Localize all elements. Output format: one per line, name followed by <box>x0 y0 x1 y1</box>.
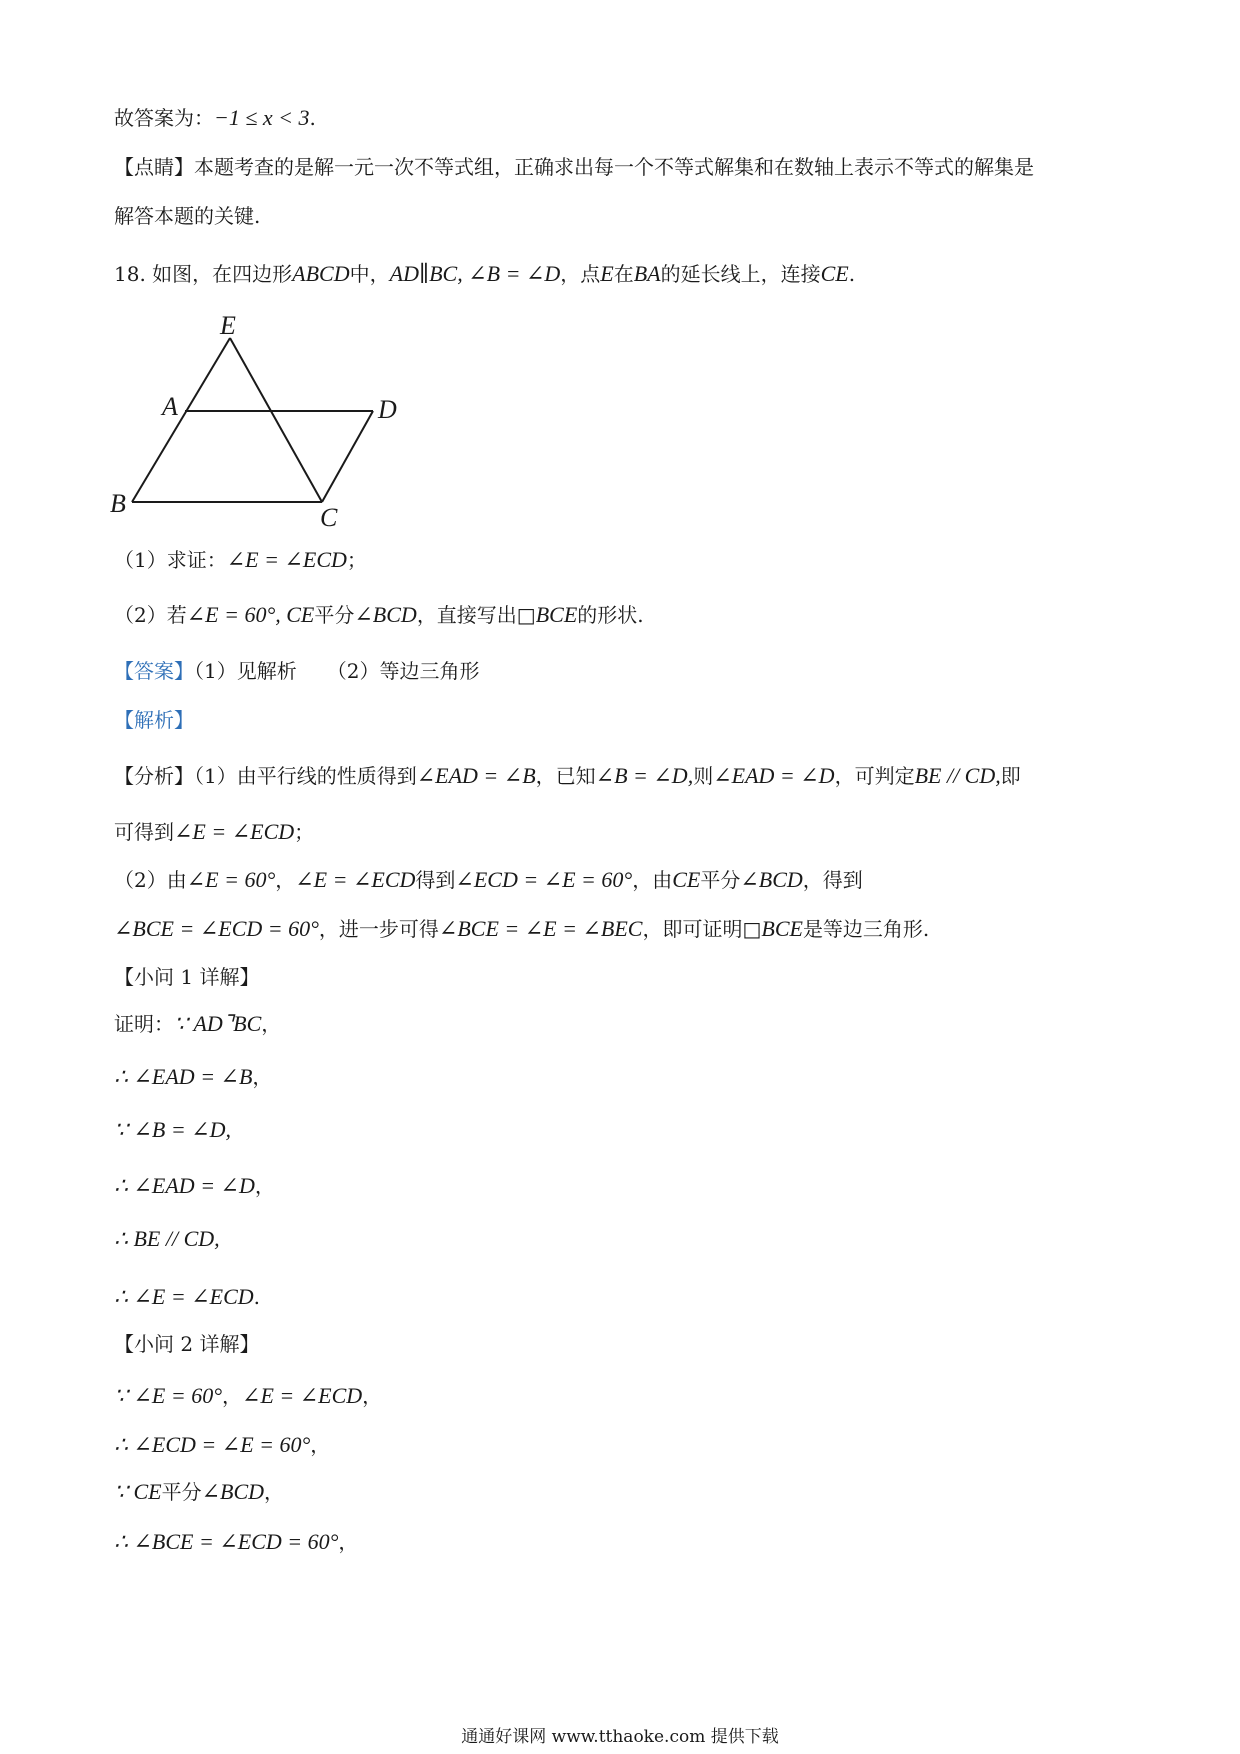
text-run: 的延长线上，连接 <box>660 262 821 286</box>
text-run: ，得到 <box>802 868 863 892</box>
math-expression: ∠E = 60°, CE <box>186 602 315 627</box>
page-footer: 通通好课网 www.tthaoke.com 提供下载 <box>461 1727 779 1747</box>
segment-EC <box>230 338 322 502</box>
text-line <box>114 1172 275 1200</box>
math-expression: ∵ AD⌝BC <box>174 1011 262 1036</box>
text-line <box>114 1225 220 1253</box>
text-line <box>114 1063 272 1091</box>
math-expression: BCE <box>761 916 803 941</box>
math-expression: AD∥BC, ∠B = ∠D <box>389 261 561 286</box>
text-run: 在 <box>613 262 634 286</box>
text-run: 中， <box>349 262 390 286</box>
text-line <box>114 601 644 629</box>
text-run: 是等边三角形. <box>802 917 930 941</box>
quadrilateral-figure <box>108 312 408 532</box>
text-line <box>114 1431 330 1459</box>
label-C: C <box>320 503 338 532</box>
text-run: ，点 <box>560 262 601 286</box>
text-line <box>114 915 929 943</box>
segment-DC <box>322 411 373 502</box>
text-run: 的形状. <box>577 603 644 627</box>
math-expression: ∠E = ∠ECD <box>226 547 347 572</box>
text-line <box>114 1330 259 1358</box>
text-line <box>114 202 260 230</box>
text-run: ， <box>338 1530 359 1554</box>
text-run: ， <box>261 1012 282 1036</box>
text-run: 可得到 <box>114 820 174 844</box>
math-expression: ∠BCE = ∠ECD = 60° <box>114 916 319 941</box>
math-expression: ∴ ∠EAD = ∠B <box>114 1064 253 1089</box>
text-run: ， <box>275 868 296 892</box>
math-expression: BCE <box>535 602 578 627</box>
label-D: D <box>378 395 397 424</box>
text-line <box>114 866 863 894</box>
text-run: 18. 如图，在四边形 <box>114 262 293 286</box>
text-run: 平分 <box>161 1480 202 1504</box>
text-line <box>114 1283 260 1311</box>
math-expression: CE <box>672 867 701 892</box>
math-expression: ∠EAD = ∠B <box>416 763 536 788</box>
text-line <box>114 1010 281 1038</box>
text-run: 【小问 1 详解】 <box>114 965 260 989</box>
math-expression: E <box>600 261 614 286</box>
text-run: ， <box>264 1480 285 1504</box>
math-expression: ∴ ∠E = ∠ECD <box>114 1284 254 1309</box>
text-run: ， <box>252 1065 273 1089</box>
text-line <box>114 260 855 288</box>
text-run: 即 <box>1000 764 1021 788</box>
text-run: 【答案】 <box>114 659 194 683</box>
math-expression: ∠B = ∠D, <box>595 763 694 788</box>
text-run: ，即可证明□ <box>642 917 762 941</box>
text-run: ，可判定 <box>834 764 915 788</box>
text-line <box>114 104 316 132</box>
text-line <box>114 1478 284 1506</box>
math-expression: ∠ECD = ∠E = 60° <box>455 867 633 892</box>
math-expression: ∠E = ∠ECD <box>242 1383 363 1408</box>
text-line <box>114 1382 382 1410</box>
math-expression: ∠E = 60° <box>186 867 276 892</box>
math-expression: ∴ ∠ECD = ∠E = 60° <box>114 1432 311 1457</box>
text-run: 得到 <box>415 868 456 892</box>
text-line <box>114 1528 358 1556</box>
text-run: 则 <box>693 764 714 788</box>
math-expression: ∵ ∠E = 60° <box>114 1383 223 1408</box>
math-expression: ∴ ∠BCE = ∠ECD = 60° <box>114 1529 339 1554</box>
text-run: . <box>848 262 856 286</box>
text-run: ， <box>362 1384 383 1408</box>
text-run: ， <box>310 1433 331 1457</box>
text-run: （1）见解析 （2）等边三角形 <box>194 659 480 683</box>
math-expression: −1 ≤ x < 3 <box>214 105 310 130</box>
text-run: 【小问 2 详解】 <box>114 1332 260 1356</box>
text-run: （2）若 <box>114 603 187 627</box>
text-run: 平分 <box>700 868 741 892</box>
math-expression: ∠BCE = ∠E = ∠BEC <box>438 916 643 941</box>
label-E: E <box>220 312 236 340</box>
text-run: ，进一步可得 <box>318 917 439 941</box>
text-run: ，已知 <box>535 764 596 788</box>
math-expression: ∵ ∠B = ∠D, <box>114 1117 232 1142</box>
text-line <box>114 153 1034 181</box>
math-expression: ∴ ∠EAD = ∠D <box>114 1173 255 1198</box>
text-run: ； <box>346 548 367 572</box>
text-run: ； <box>294 820 315 844</box>
text-line <box>114 963 259 991</box>
text-run: （2）由 <box>114 868 187 892</box>
math-expression: ∠E = ∠ECD <box>174 819 295 844</box>
text-line <box>114 546 367 574</box>
math-expression: ∠EAD = ∠D <box>713 763 835 788</box>
segment-BE <box>132 338 230 502</box>
math-expression: BA <box>633 261 661 286</box>
math-expression: CE <box>820 261 849 286</box>
text-line <box>114 657 479 685</box>
math-expression: ∠BCD <box>201 1479 265 1504</box>
label-B: B <box>110 489 126 518</box>
text-line <box>114 818 314 846</box>
text-run: （1）求证： <box>114 548 227 572</box>
math-expression: BE // CD, <box>914 763 1001 788</box>
label-A: A <box>162 392 178 421</box>
text-run: 解答本题的关键. <box>114 204 261 228</box>
text-run: 平分 <box>314 603 355 627</box>
math-expression: ∴ BE // CD, <box>114 1226 220 1251</box>
text-run: 故答案为： <box>114 106 214 130</box>
text-line <box>114 706 194 734</box>
text-run: ， <box>254 1174 275 1198</box>
math-expression: ∠BCD <box>354 602 417 627</box>
math-expression: ∠BCD <box>740 867 803 892</box>
text-line <box>114 1116 231 1144</box>
math-expression: ∠E = ∠ECD <box>295 867 416 892</box>
text-line <box>114 762 1021 790</box>
text-run: 【点睛】本题考查的是解一元一次不等式组，正确求出每一个不等式解集和在数轴上表示不等式的解集是 <box>114 155 1034 179</box>
text-run: 证明： <box>114 1012 174 1036</box>
text-run: ，直接写出□ <box>416 603 536 627</box>
text-run: . <box>253 1285 261 1309</box>
text-run: 【解析】 <box>114 708 194 732</box>
text-run: ， <box>222 1384 243 1408</box>
text-run: ，由 <box>632 868 673 892</box>
text-run: 【分析】（1）由平行线的性质得到 <box>114 764 417 788</box>
text-run: . <box>309 106 316 130</box>
math-expression: ∵ CE <box>114 1479 162 1504</box>
math-expression: ABCD <box>292 261 350 286</box>
